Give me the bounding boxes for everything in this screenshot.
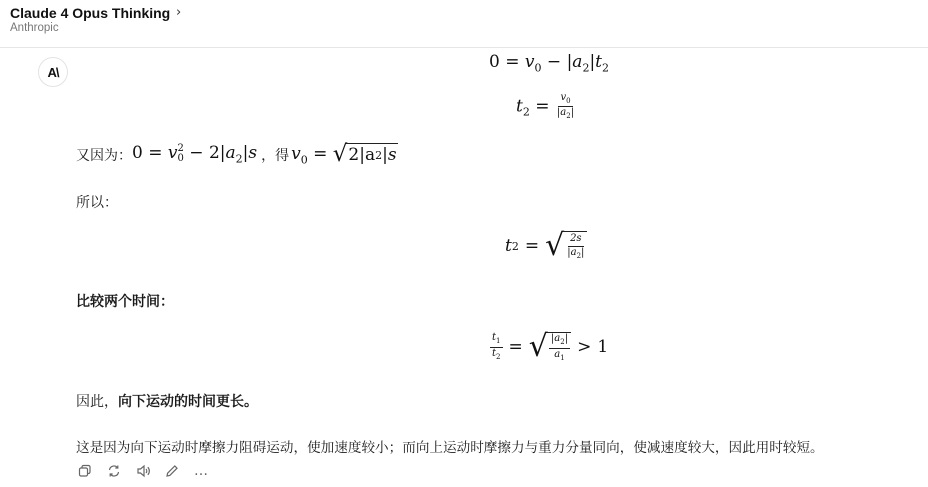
chat-header	[0, 0, 928, 48]
compare-heading: 比较两个时间：	[76, 294, 174, 310]
obtain-label: ，得	[261, 147, 290, 164]
more-icon[interactable]: …	[194, 463, 208, 479]
conclusion-prefix: 因此，	[76, 394, 118, 410]
claude-avatar: A\	[38, 57, 68, 87]
model-vendor: Anthropic	[10, 22, 59, 34]
speaker-icon[interactable]	[134, 462, 152, 480]
equation-1: $0 = v_0 - |a_2|t_2$	[489, 52, 610, 75]
message-actions	[76, 462, 210, 480]
copy-icon[interactable]	[76, 462, 94, 480]
explanation-text: 这是因为向下运动时摩擦力阻碍运动，使加速度较小；而向上运动时摩擦力与重力分量同向，使减速度较大，因此用时较短。	[76, 440, 824, 456]
pencil-icon[interactable]	[163, 462, 181, 480]
conclusion-line	[76, 391, 258, 411]
equation-5: $\frac{t_1}{t_2}$ = √ $\frac{|a_2|}{a_1}$ > 1	[492, 329, 609, 364]
therefore-label: 所以：	[76, 195, 118, 211]
line-because	[76, 143, 398, 166]
retry-icon[interactable]	[105, 462, 123, 480]
equation-4: t 2 = √ $\frac{2s}{|a_2|}$	[505, 231, 587, 261]
velocity-equation: $v_0$ = √ 2|a 2 |s	[291, 141, 397, 167]
model-title[interactable]: Claude 4 Opus Thinking	[10, 5, 171, 21]
energy-equation: 0 = v 2 0 − $2|a_2|s$	[132, 142, 258, 166]
equation-2: $t_2$ = $\frac{v_0}{|a_2|}$	[516, 92, 575, 121]
chevron-right-icon[interactable]: ›	[176, 5, 182, 20]
conclusion-emphasis: 向下运动的时间更长。	[118, 394, 258, 410]
because-label: 又因为：	[76, 147, 132, 164]
